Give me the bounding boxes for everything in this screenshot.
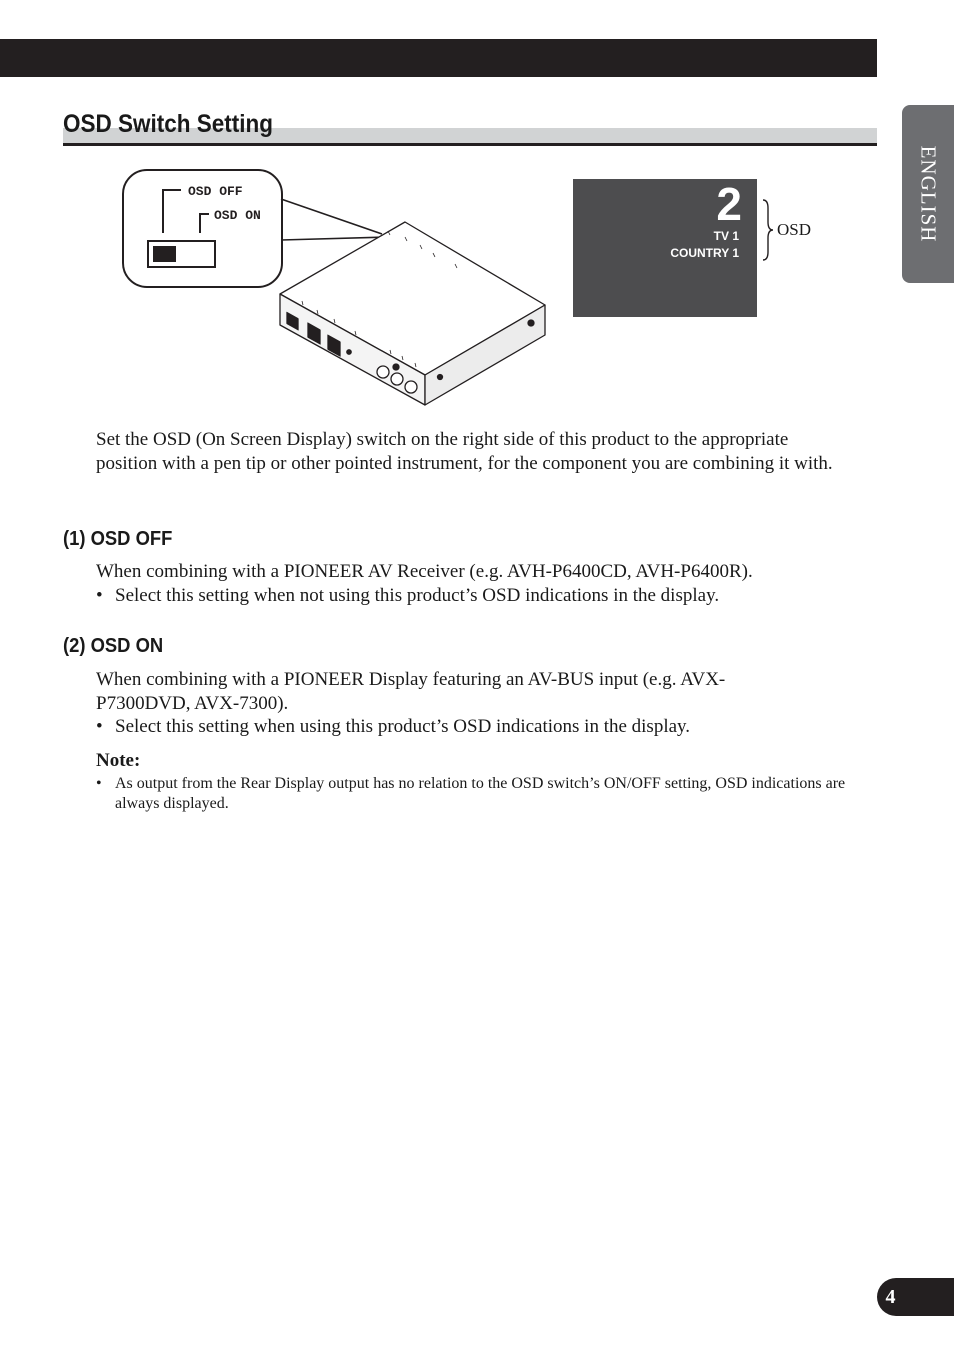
bullet-dot: • xyxy=(96,585,103,606)
note-text: As output from the Rear Display output has no relation to the OSD switch’s ON/OFF setting, OSD indications are always displayed. xyxy=(115,775,846,812)
product-illustration xyxy=(120,165,570,410)
switch-label-on: OSD ON xyxy=(214,208,261,223)
display-digit: 2 xyxy=(716,178,742,230)
bullet-dot: • xyxy=(96,716,103,737)
language-tab-label: ENGLISH xyxy=(916,145,941,243)
osd-off-heading: (1) OSD OFF xyxy=(63,528,173,550)
osd-on-heading: (2) OSD ON xyxy=(63,635,164,657)
osd-display-screen xyxy=(573,179,757,317)
osd-off-bullet xyxy=(96,584,856,608)
osd-off-bullet-text: Select this setting when not using this product’s OSD indications in the display. xyxy=(115,585,720,606)
header-bar xyxy=(0,39,877,77)
intro-paragraph: Set the OSD (On Screen Display) switch on the right side of this product to the appropriate position with a pen tip or other pointed instrument, for the component you are combining it with. xyxy=(96,429,833,474)
section-title: OSD Switch Setting xyxy=(63,110,274,138)
osd-on-bullet-text: Select this setting when using this product’s OSD indications in the display. xyxy=(115,716,691,737)
section-title-rule xyxy=(63,143,877,146)
switch-label-off: OSD OFF xyxy=(188,184,243,199)
language-tab xyxy=(902,105,954,283)
brace-icon xyxy=(760,198,774,262)
note-heading: Note: xyxy=(96,750,141,771)
display-line-2: COUNTRY 1 xyxy=(670,246,739,260)
product-box xyxy=(280,222,545,405)
page-number: 4 xyxy=(885,1286,896,1308)
osd-callout-label: OSD xyxy=(777,220,812,239)
display-line-1: TV 1 xyxy=(713,229,739,243)
osd-on-text: When combining with a PIONEER Display featuring an AV-BUS input (e.g. AVX-P7300DVD, AVX-7300). xyxy=(96,669,726,714)
osd-on-bullet xyxy=(96,715,856,739)
note-bullet xyxy=(96,774,856,814)
osd-off-text: When combining with a PIONEER AV Receiver (e.g. AVH-P6400CD, AVH-P6400R). xyxy=(96,561,753,582)
bullet-dot: • xyxy=(96,775,102,792)
